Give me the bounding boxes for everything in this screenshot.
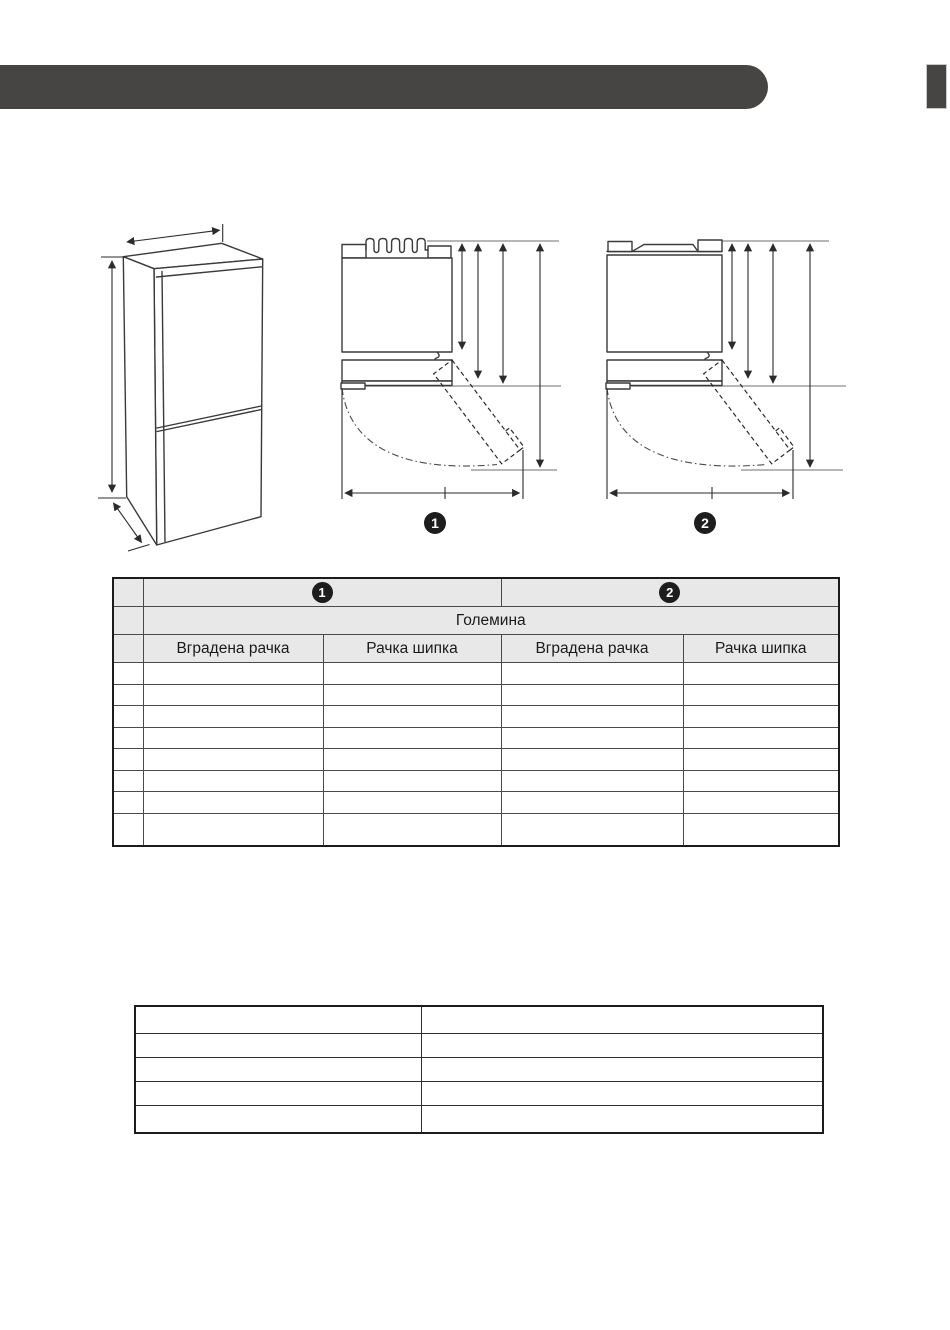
empty-cell (143, 727, 323, 749)
empty-cell (113, 814, 143, 846)
empty-cell (323, 814, 501, 846)
table-row (113, 663, 839, 685)
empty-cell (683, 749, 839, 771)
table-row (135, 1105, 823, 1133)
col-header-bar-handle-2: Рачка шипка (683, 635, 839, 663)
size-header: Големина (143, 607, 839, 635)
empty-cell (323, 770, 501, 792)
fridge-isometric-drawing (90, 218, 280, 563)
corner-cell (113, 578, 143, 607)
group-header-1 (143, 578, 501, 607)
empty-cell (501, 684, 683, 706)
empty-cell (683, 727, 839, 749)
diagram1-number: 1 (431, 515, 439, 531)
empty-cell (501, 663, 683, 685)
empty-cell (683, 792, 839, 814)
empty-cell (323, 792, 501, 814)
spec-table (134, 1005, 824, 1134)
empty-cell (323, 749, 501, 771)
table-row (113, 706, 839, 728)
door-clearance-diagram-2 (600, 226, 848, 546)
empty-cell (501, 727, 683, 749)
empty-cell (135, 1006, 421, 1034)
empty-cell (135, 1105, 421, 1133)
empty-cell (113, 663, 143, 685)
door-clearance-diagram-1 (330, 226, 575, 546)
empty-cell (501, 749, 683, 771)
spec-table-body (135, 1006, 823, 1133)
table-row (113, 770, 839, 792)
empty-cell (113, 792, 143, 814)
size-header-row (113, 607, 839, 635)
empty-cell (135, 1034, 421, 1058)
empty-cell (113, 749, 143, 771)
empty-cell (421, 1006, 823, 1034)
empty-cell (421, 1105, 823, 1133)
empty-cell (143, 792, 323, 814)
table-row (135, 1058, 823, 1082)
empty-cell (501, 706, 683, 728)
table-row (113, 749, 839, 771)
empty-cell (421, 1081, 823, 1105)
empty-cell (683, 770, 839, 792)
table-row (135, 1081, 823, 1105)
empty-cell (143, 770, 323, 792)
empty-cell (143, 706, 323, 728)
empty-cell (323, 727, 501, 749)
door-clearance-drawing-2 (600, 226, 848, 546)
fridge-isometric-figure (90, 218, 280, 563)
group1-number-badge: 1 (312, 582, 333, 603)
empty-cell (143, 749, 323, 771)
table-row (113, 814, 839, 846)
empty-cell (113, 706, 143, 728)
col-header-built-in-handle-1: Вградена рачка (143, 635, 323, 663)
empty-cell (135, 1081, 421, 1105)
door-clearance-drawing-1 (330, 226, 575, 546)
col-header-bar-handle-1: Рачка шипка (323, 635, 501, 663)
empty-cell (113, 727, 143, 749)
page-edge-tab (926, 64, 947, 109)
empty-cell (683, 663, 839, 685)
col-header-built-in-handle-2: Вградена рачка (501, 635, 683, 663)
empty-cell (501, 770, 683, 792)
group-header-row (113, 578, 839, 607)
chapter-banner (0, 65, 768, 109)
dimensions-table-body (113, 663, 839, 847)
empty-cell (421, 1034, 823, 1058)
table-row (113, 792, 839, 814)
empty-cell (323, 684, 501, 706)
table-row (135, 1006, 823, 1034)
group-header-2 (501, 578, 839, 607)
empty-cell (501, 814, 683, 846)
table-row (113, 727, 839, 749)
empty-cell (143, 663, 323, 685)
corner-cell (113, 607, 143, 635)
empty-cell (113, 770, 143, 792)
empty-cell (323, 663, 501, 685)
dimensions-table (112, 577, 840, 847)
empty-cell (135, 1058, 421, 1082)
table-row (135, 1034, 823, 1058)
empty-cell (113, 684, 143, 706)
empty-cell (421, 1058, 823, 1082)
table-row (113, 684, 839, 706)
empty-cell (683, 706, 839, 728)
empty-cell (683, 684, 839, 706)
group2-number-badge: 2 (659, 582, 680, 603)
corner-cell (113, 635, 143, 663)
empty-cell (143, 684, 323, 706)
diagram2-number: 2 (701, 515, 709, 531)
column-header-row (113, 635, 839, 663)
empty-cell (501, 792, 683, 814)
empty-cell (683, 814, 839, 846)
empty-cell (143, 814, 323, 846)
empty-cell (323, 706, 501, 728)
